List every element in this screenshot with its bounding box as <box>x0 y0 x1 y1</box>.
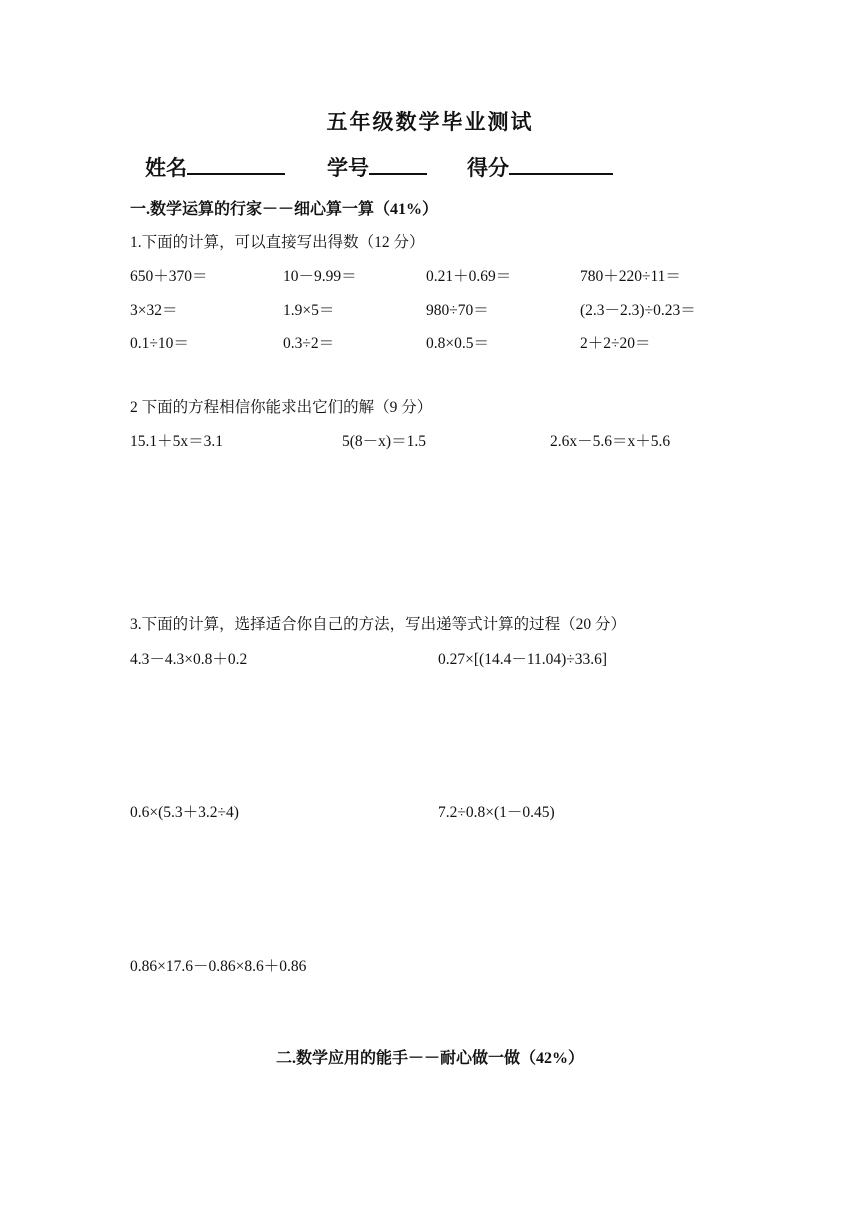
q3-item-3: 0.6×(5.3＋3.2÷4) <box>130 804 239 821</box>
q3-item-1: 4.3－4.3×0.8＋0.2 <box>130 651 248 668</box>
q1-r2-c4: (2.3－2.3)÷0.23＝ <box>580 302 696 319</box>
q1-r2-c3: 980÷70＝ <box>426 302 489 319</box>
q1-r2-c2: 1.9×5＝ <box>283 302 335 319</box>
name-blank[interactable] <box>187 153 285 175</box>
q2-equation-1: 15.1＋5x＝3.1 <box>130 433 224 450</box>
student-id-field <box>327 152 427 182</box>
student-id-blank[interactable] <box>369 153 427 175</box>
score-label: 得分 <box>467 156 509 180</box>
q1-r3-c3: 0.8×0.5＝ <box>426 335 489 352</box>
q3-item-4: 7.2÷0.8×(1－0.45) <box>438 804 555 821</box>
q3-item-2: 0.27×[(14.4－11.04)÷33.6] <box>438 651 608 668</box>
score-blank[interactable] <box>509 153 613 175</box>
q1-r1-c2: 10－9.99＝ <box>283 268 357 285</box>
q1-r1-c1: 650＋370＝ <box>130 268 208 285</box>
q2-prompt: 2 下面的方程相信你能求出它们的解（9 分） <box>130 399 433 416</box>
name-label: 姓名 <box>145 156 187 180</box>
q3-prompt: 3.下面的计算，选择适合你自己的方法，写出递等式计算的过程（20 分） <box>130 616 627 633</box>
score-field <box>467 152 613 182</box>
q3-item-5: 0.86×17.6－0.86×8.6＋0.86 <box>130 958 307 975</box>
q2-equation-3: 2.6x－5.6＝x＋5.6 <box>550 433 671 450</box>
q1-r2-c1: 3×32＝ <box>130 302 178 319</box>
section1-heading: 一.数学运算的行家－－细心算一算（41%） <box>130 201 439 218</box>
q1-r1-c3: 0.21＋0.69＝ <box>426 268 512 285</box>
page-title: 五年级数学毕业测试 <box>326 110 534 134</box>
q1-r3-c1: 0.1÷10＝ <box>130 335 189 352</box>
q1-r3-c4: 2＋2÷20＝ <box>580 335 651 352</box>
name-field <box>145 152 285 182</box>
q2-equation-2: 5(8－x)＝1.5 <box>342 433 426 450</box>
section2-heading: 二.数学应用的能手－－耐心做一做（42%） <box>275 1050 584 1067</box>
q1-r1-c4: 780＋220÷11＝ <box>580 268 681 285</box>
q1-r3-c2: 0.3÷2＝ <box>283 335 335 352</box>
q1-prompt: 1.下面的计算，可以直接写出得数（12 分） <box>130 234 425 251</box>
student-id-label: 学号 <box>327 156 369 180</box>
